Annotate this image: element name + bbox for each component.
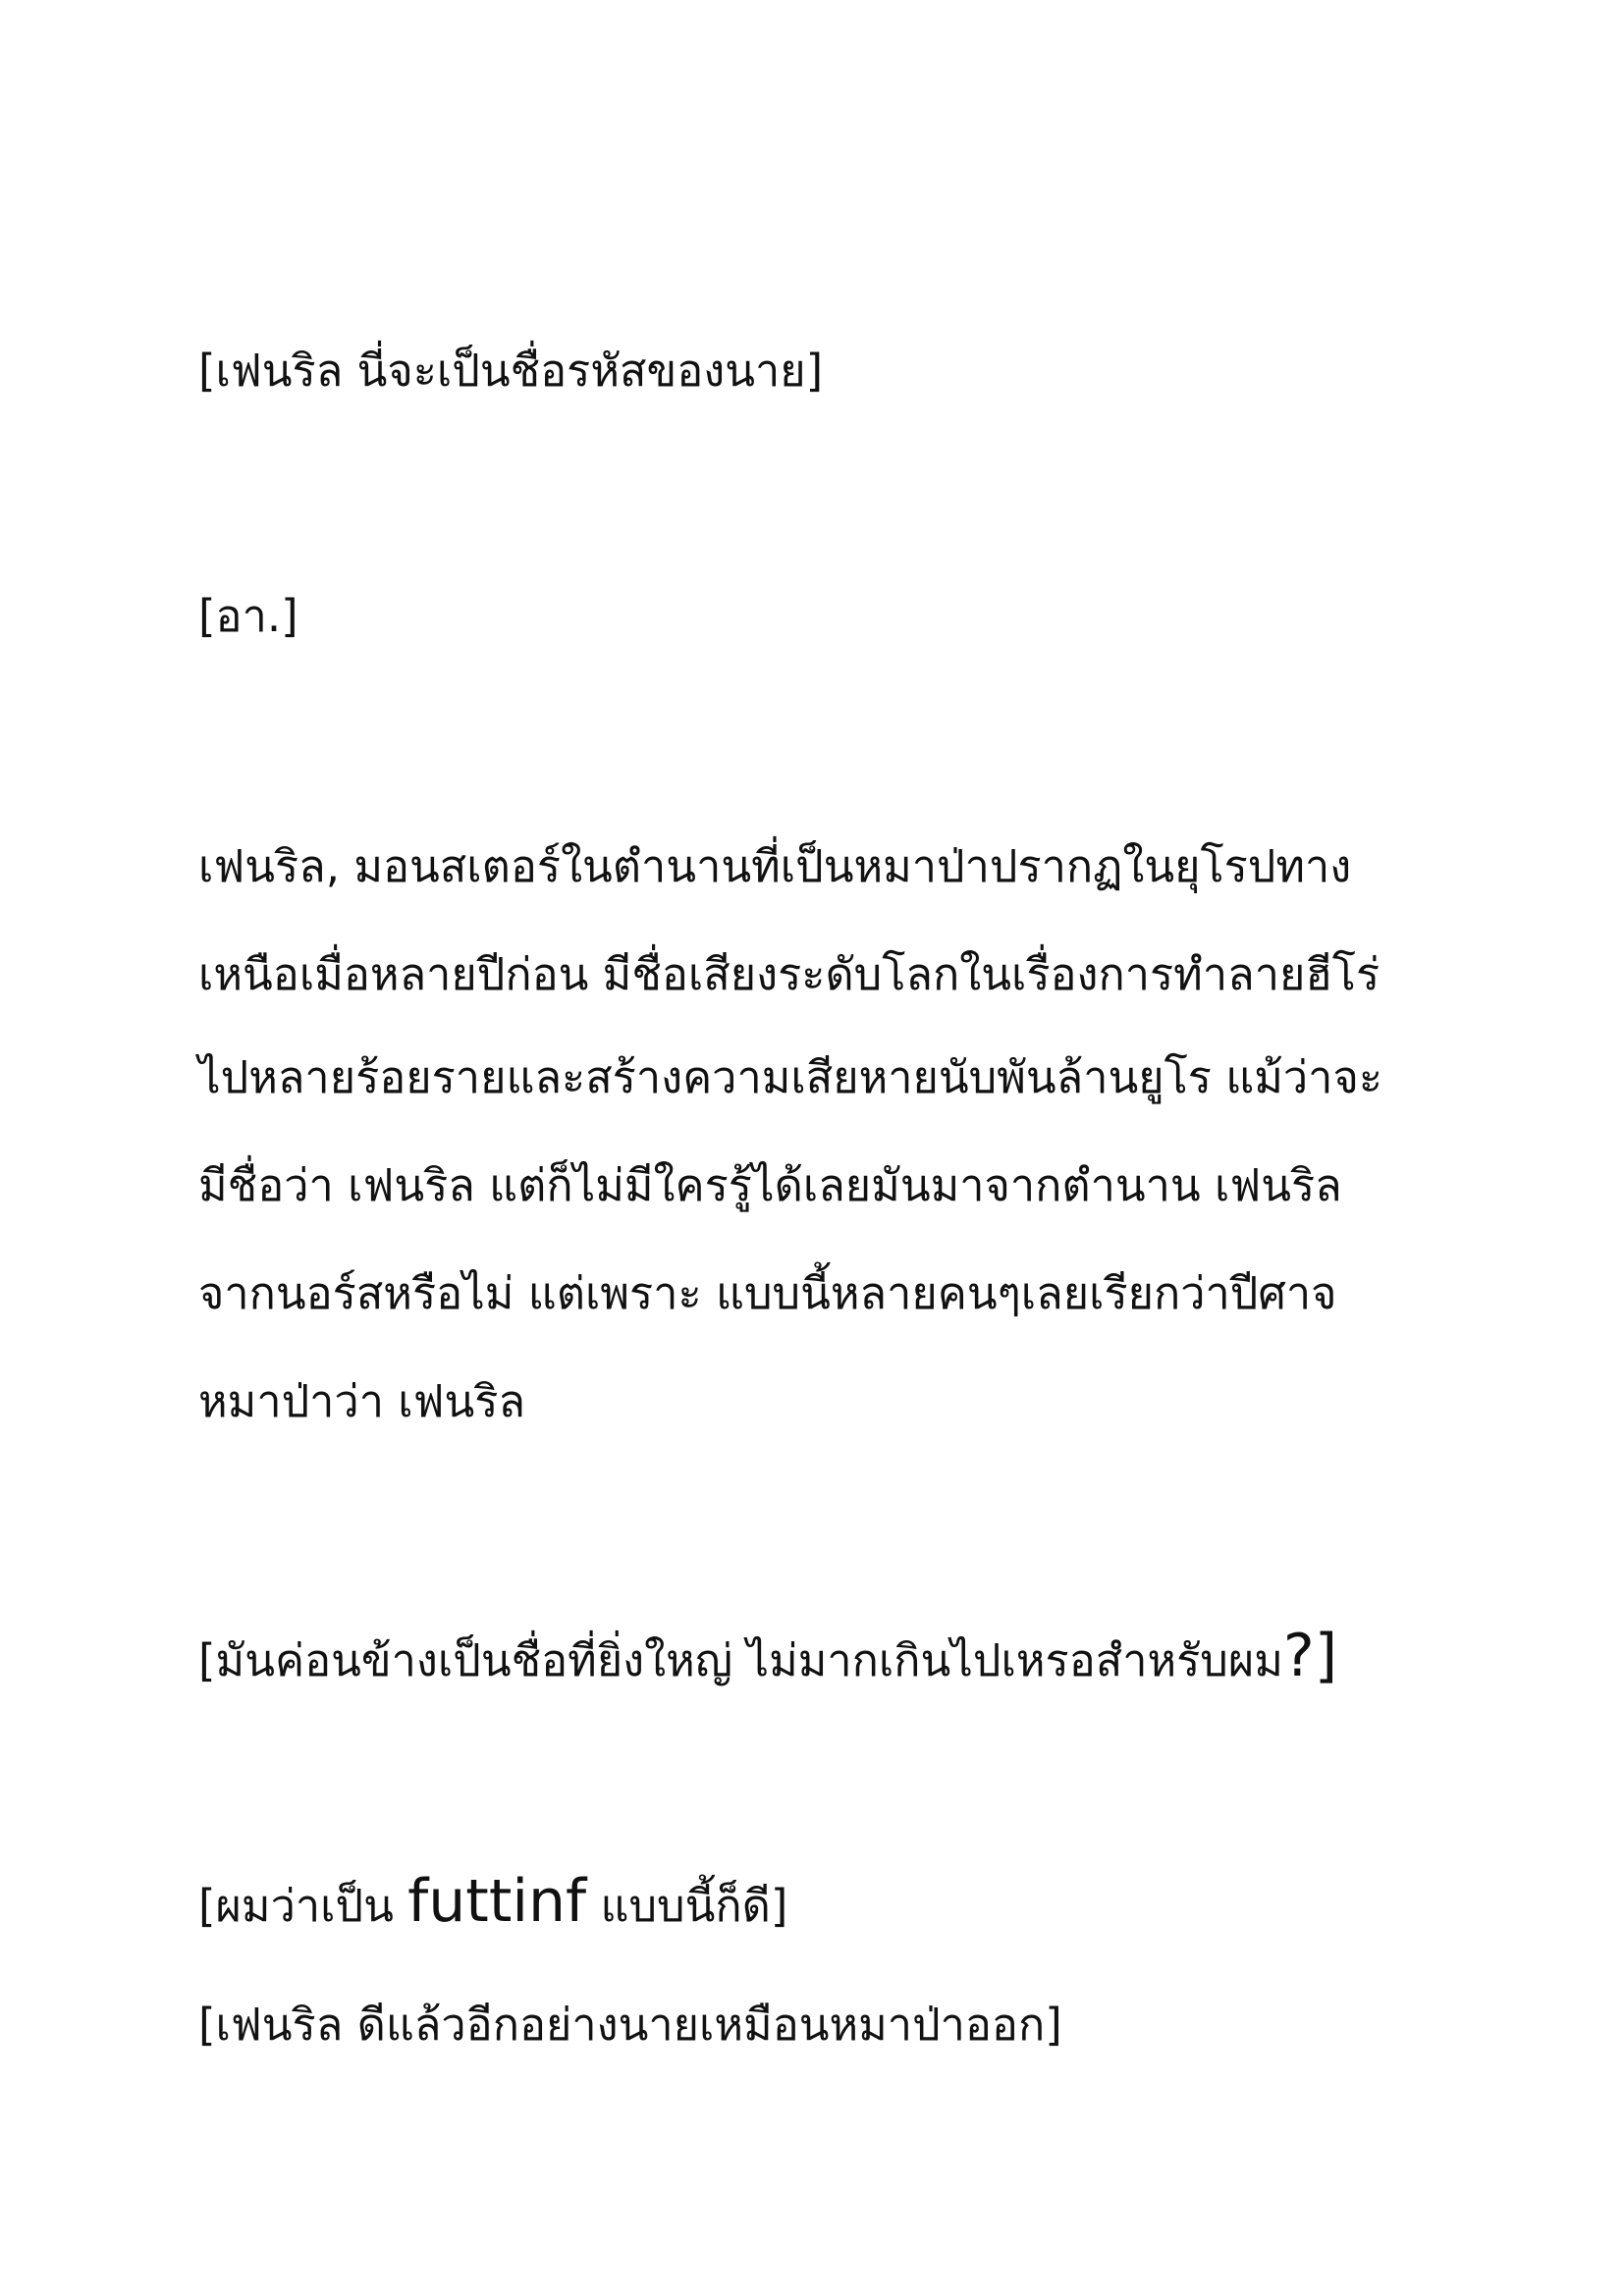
narration-line: ไปหลายร้อยรายและสร้างความเสียหายนับพันล้านยูโร แม้ว่าจะ xyxy=(198,1051,1382,1103)
narration-line: จากนอร์สหรือไม่ แต่เพราะ แบบนี้หลายคนๆเลยเรียกว่าปีศาจ xyxy=(198,1267,1337,1319)
narration-line: หมาป่าว่า เฟนริล xyxy=(198,1375,526,1427)
dialogue-line: [เฟนริล นี่จะเป็นชื่อรหัสของนาย] xyxy=(198,345,824,397)
question-mark: ?] xyxy=(1282,1622,1338,1690)
narration-line: มีชื่อว่า เฟนริล แต่ก็ไม่มีใครรู้ได้เลยมันมาจากตำนาน เฟนริล xyxy=(198,1159,1342,1211)
narration-line: เฟนริล, มอนสเตอร์ในตำนานที่เป็นหมาป่าปรากฏในยุโรปทาง xyxy=(198,840,1352,892)
dialogue-text: แบบนี้ก็ดี] xyxy=(586,1880,788,1932)
latin-word: futtinf xyxy=(407,1867,587,1936)
dialogue-line: [อา.] xyxy=(198,590,298,642)
dialogue-line xyxy=(198,1620,1337,1693)
dialogue-text: [มันค่อนข้างเป็นชื่อที่ยิ่งใหญ่ ไม่มากเกินไปเหรอสำหรับผม xyxy=(198,1634,1283,1686)
dialogue-text: [ผมว่าเป็น xyxy=(198,1880,408,1932)
narration-line: เหนือเมื่อหลายปีก่อน มีชื่อเสียงระดับโลกในเรื่องการทำลายฮีโร่ xyxy=(198,948,1380,1000)
dialogue-line: [เฟนริล ดีแล้วอีกอย่างนายเหมือนหมาป่าออก] xyxy=(198,1999,1062,2051)
dialogue-line xyxy=(198,1865,787,1939)
